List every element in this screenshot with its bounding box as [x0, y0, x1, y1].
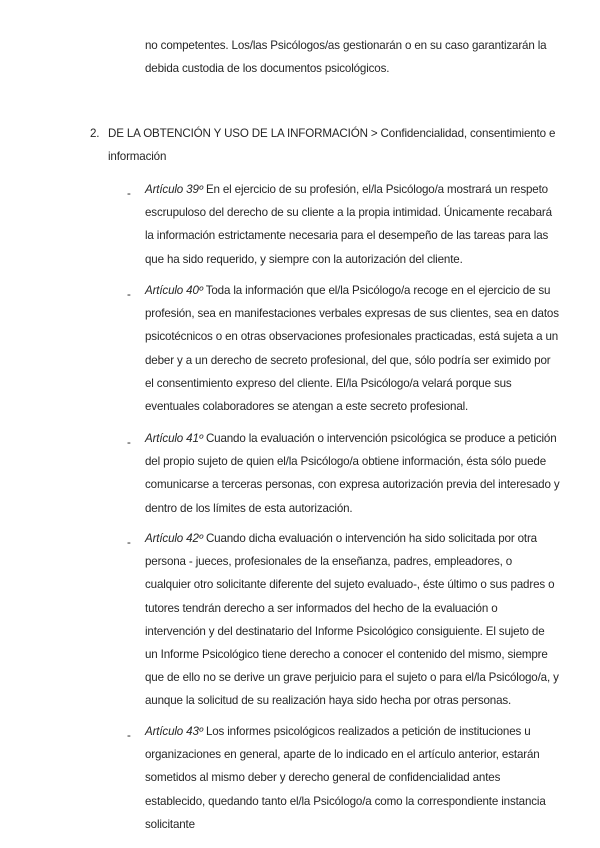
- article-text: Cuando la evaluación o intervención psicológica se produce a petición del propio sujeto de quien el/la Psicólogo/a obtiene información, ésta sólo puede comunicarse a terceras personas, con expresa autorización previa del interesado y dentro de los límites de esta autorización.: [145, 432, 560, 515]
- section-title: DE LA OBTENCIÓN Y USO DE LA INFORMACIÓN > Confidencialidad, consentimiento e información: [108, 127, 556, 164]
- article-title: Artículo 40º: [145, 284, 203, 297]
- article-text: En el ejercicio de su profesión, el/la Psicólogo/a mostrará un respeto escrupuloso del derecho de su cliente a la propia intimidad. Únicamente recabará la información estrictamente necesaria para el desempeño de las tareas para las que ha sido requerido, y siempre con la autorización del cliente.: [145, 183, 552, 266]
- bullet-dash: -: [127, 187, 131, 200]
- article-title: Artículo 41º: [145, 432, 203, 445]
- article-41: [145, 427, 560, 520]
- section-number: 2.: [90, 127, 100, 140]
- bullet-dash: -: [127, 288, 131, 301]
- article-text: Toda la información que el/la Psicólogo/a recoge en el ejercicio de su profesión, sea en manifestaciones verbales expresas de sus clientes, sea en datos psicotécnicos o en otras observaciones profesionales practicadas, está sujeta a un deber y a un derecho de secreto profesional, del que, sólo podría ser eximido por el consentimiento expreso del cliente. El/la Psicólogo/a velará porque sus eventuales colaboradores se atengan a este secreto profesional.: [145, 284, 559, 414]
- intro-paragraph: no competentes. Los/las Psicólogos/as gestionarán o en su caso garantizarán la debida custodia de los documentos psicológicos.: [145, 39, 547, 76]
- bullet-dash: -: [127, 729, 131, 742]
- article-text: Cuando dicha evaluación o intervención ha sido solicitada por otra persona - jueces, profesionales de la enseñanza, padres, empleadores, o cualquier otro solicitante diferente del sujeto evaluado-, éste último o sus padres o tutores tendrán derecho a ser informados del hecho de la evaluación o intervención y del destinatario del Informe Psicológico consiguiente. El sujeto de un Informe Psicológico tiene derecho a conocer el contenido del mismo, siempre que de ello no se derive un grave perjuicio para el sujeto o para el/la Psicólogo/a, y aunque la solicitud de su realización haya sido hecha por otras personas.: [145, 532, 559, 708]
- section-heading: [90, 122, 560, 168]
- article-43: [145, 720, 560, 836]
- article-title: Artículo 43º: [145, 725, 203, 738]
- article-title: Artículo 42º: [145, 532, 203, 545]
- article-42: [145, 527, 560, 713]
- article-40: [145, 279, 560, 418]
- article-39: [145, 178, 560, 271]
- article-title: Artículo 39º: [145, 183, 203, 196]
- bullet-dash: -: [127, 536, 131, 549]
- article-text: Los informes psicológicos realizados a petición de instituciones u organizaciones en general, aparte de lo indicado en el artículo anterior, estarán sometidos al mismo deber y derecho general de confidencialidad antes establecido, quedando tanto el/la Psicólogo/a como la correspondiente instancia solicitante: [145, 725, 546, 831]
- bullet-dash: -: [127, 436, 131, 449]
